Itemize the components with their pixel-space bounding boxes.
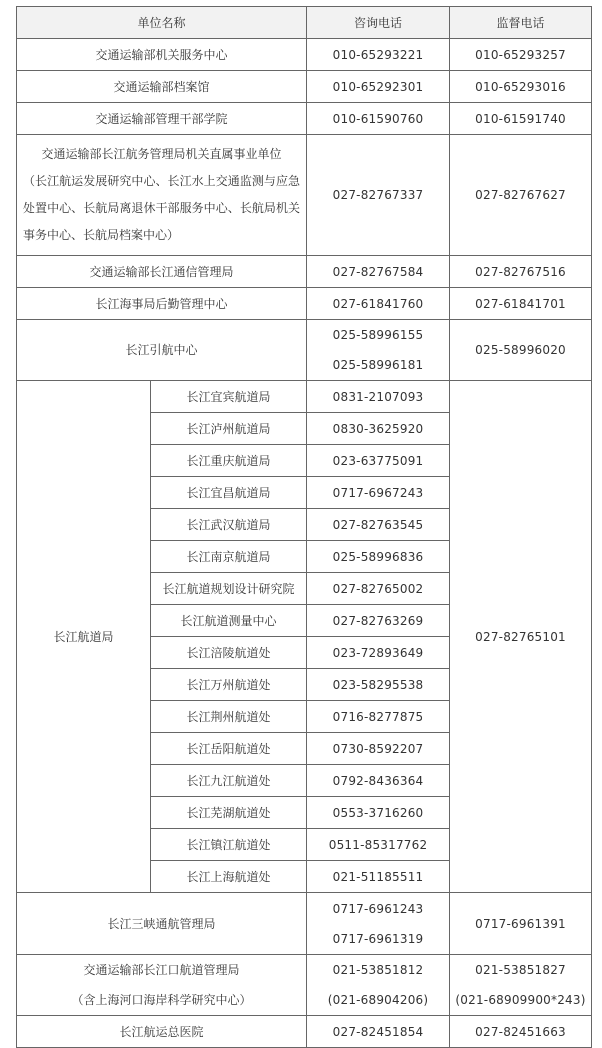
consult-phone: 025-58996155 [332,328,424,342]
sub-unit-name: 长江荆州航道处 [151,701,307,733]
supervise-phone: 027-82451663 [450,1016,592,1048]
sub-unit-name: 长江航道测量中心 [151,605,307,637]
consult-phone: 010-65293221 [307,39,450,71]
consult-phone: 027-82765002 [307,573,450,605]
consult-phone: 023-72893649 [307,637,450,669]
consult-phone: 027-82763269 [307,605,450,637]
sub-unit-name: 长江万州航道处 [151,669,307,701]
table-row [17,39,592,71]
supervise-phone: 010-61591740 [450,103,592,135]
consult-phone: 027-82763545 [307,509,450,541]
consult-phone: 027-82767337 [307,135,450,256]
consult-phone: 023-58295538 [307,669,450,701]
consult-phone: 0792-8436364 [307,765,450,797]
unit-name: 交通运输部档案馆 [17,71,307,103]
supervise-phone: 027-82767627 [450,135,592,256]
sub-unit-name: 长江涪陵航道处 [151,637,307,669]
supervise-phone: (021-68909900*243) [455,993,586,1007]
consult-phone: 0717-6961319 [332,931,424,946]
supervise-phone: 010-65293257 [450,39,592,71]
unit-name: 交通运输部机关服务中心 [17,39,307,71]
supervise-phone: 027-82765101 [450,381,592,893]
sub-unit-name: 长江重庆航道局 [151,445,307,477]
unit-name: 长江海事局后勤管理中心 [17,288,307,320]
consult-phone: 025-58996836 [307,541,450,573]
unit-name-group: 长江航道局 [17,381,151,893]
table-row [17,288,592,320]
unit-name: 长江引航中心 [17,320,307,381]
unit-name: 交通运输部长江口航道管理局 [83,963,240,977]
supervise-phone: 021-53851827 [475,963,566,977]
table-row [17,103,592,135]
consult-phone: 023-63775091 [307,445,450,477]
unit-name: 交通运输部长江通信管理局 [17,256,307,288]
consult-phone-stack [307,320,450,381]
sub-unit-name: 长江九江航道处 [151,765,307,797]
header-supervise: 监督电话 [450,7,592,39]
header-row [17,7,592,39]
consult-phone: 027-61841760 [307,288,450,320]
consult-phone: 027-82451854 [307,1016,450,1048]
supervise-phone: 025-58996020 [450,320,592,381]
consult-phone: 0830-3625920 [307,413,450,445]
consult-phone: 010-65292301 [307,71,450,103]
unit-note: （含上海河口海岸科学研究中心） [71,993,252,1007]
unit-name: 长江航运总医院 [17,1016,307,1048]
sub-unit-name: 长江上海航道处 [151,861,307,893]
table-row [17,135,592,256]
sub-unit-name: 长江岳阳航道处 [151,733,307,765]
unit-name-multiline [17,135,307,256]
table-row [17,256,592,288]
consult-phone-stack [307,893,450,955]
consult-phone: 021-51185511 [307,861,450,893]
unit-description: （长江航运发展研究中心、长江水上交通监测与应急处置中心、长航局离退休干部服务中心、长航局机关事务中心、长航局档案中心） [23,174,301,242]
consult-phone: 0717-6967243 [307,477,450,509]
sub-unit-name: 长江武汉航道局 [151,509,307,541]
unit-title: 交通运输部长江航务管理局机关直属事业单位 [41,147,282,161]
consult-phone-stack [307,955,450,1016]
table-row [17,1016,592,1048]
contact-table [16,6,592,1048]
consult-phone: 025-58996181 [332,358,424,372]
supervise-phone: 0717-6961391 [450,893,592,955]
consult-phone: 010-61590760 [307,103,450,135]
consult-phone: 0717-6961243 [332,901,424,916]
sub-unit-name: 长江镇江航道处 [151,829,307,861]
supervise-phone: 027-82767516 [450,256,592,288]
consult-phone: 0831-2107093 [307,381,450,413]
consult-phone: (021-68904206) [327,993,429,1007]
consult-phone: 021-53851812 [332,963,424,977]
consult-phone: 027-82767584 [307,256,450,288]
supervise-phone-stack [450,955,592,1016]
unit-name: 交通运输部管理干部学院 [17,103,307,135]
sub-unit-name: 长江泸州航道局 [151,413,307,445]
consult-phone: 0511-85317762 [307,829,450,861]
header-consult: 咨询电话 [307,7,450,39]
unit-name: 长江三峡通航管理局 [17,893,307,955]
table-row [17,320,592,381]
sub-unit-name: 长江宜宾航道局 [151,381,307,413]
header-unit: 单位名称 [17,7,307,39]
consult-phone: 0730-8592207 [307,733,450,765]
table-row [17,381,592,413]
sub-unit-name: 长江航道规划设计研究院 [151,573,307,605]
unit-name-stack [17,955,307,1016]
sub-unit-name: 长江宜昌航道局 [151,477,307,509]
table-row [17,71,592,103]
sub-unit-name: 长江南京航道局 [151,541,307,573]
supervise-phone: 027-61841701 [450,288,592,320]
consult-phone: 0716-8277875 [307,701,450,733]
table-row [17,893,592,955]
consult-phone: 0553-3716260 [307,797,450,829]
table-row [17,955,592,1016]
sub-unit-name: 长江芜湖航道处 [151,797,307,829]
supervise-phone: 010-65293016 [450,71,592,103]
